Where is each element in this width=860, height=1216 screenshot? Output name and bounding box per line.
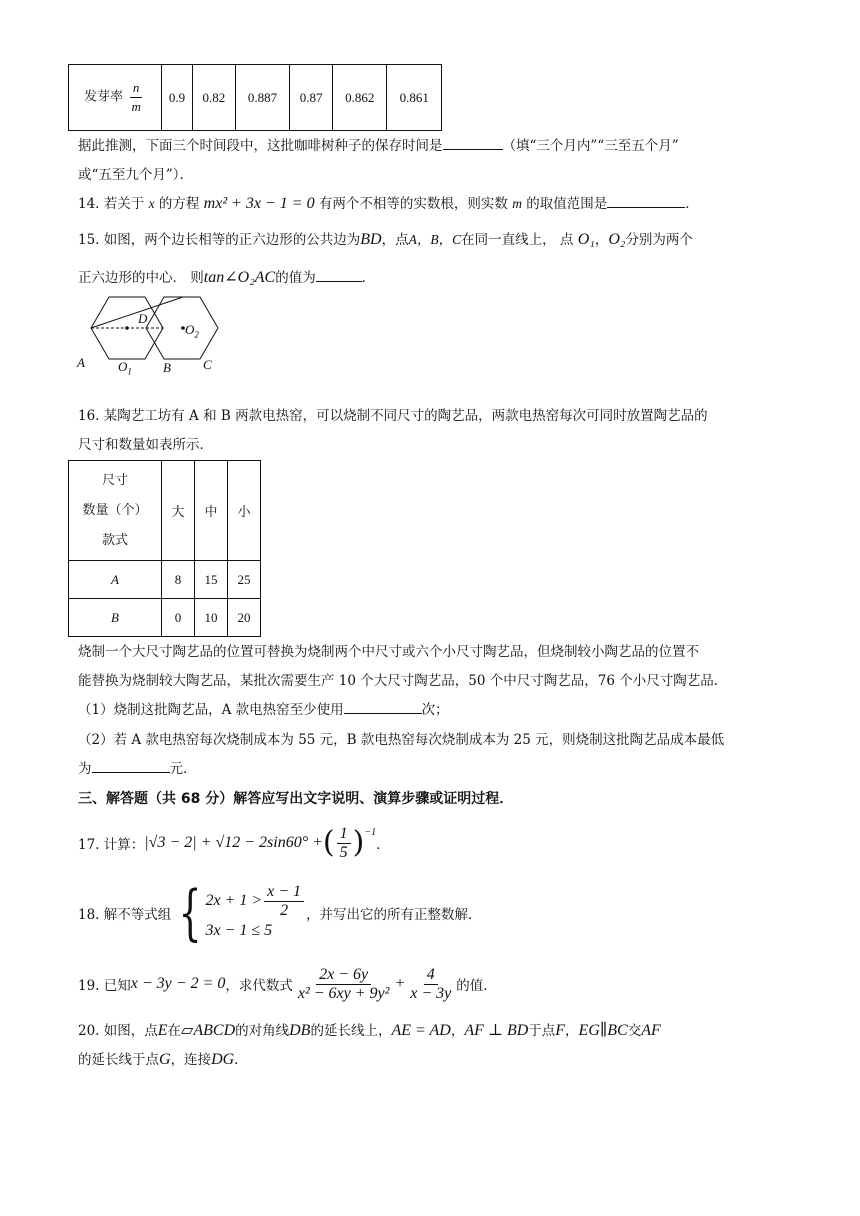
q15-line1: 15. 如图，两个边长相等的正六边形的公共边为BD，点A，B，C在同一直线上， 点 O₁，O₂分别为两个 [78, 231, 693, 248]
label-b: B [163, 360, 171, 375]
q18: 18. 解不等式组 { 2x + 1 > $\frac{x - 1}{2}$ 3x − 1 ≤ 5 ，并写出它的所有正整数解． [78, 878, 482, 948]
table-cell: 20 [228, 599, 261, 637]
q13-line1: 据此推测，下面三个时间段中，这批咖啡树种子的保存时间是 （填“三个月内”“三至五个月” [78, 138, 679, 154]
q16-line1: 16. 某陶艺工坊有 A 和 B 两款电热窑，可以烧制不同尺寸的陶艺品，两款电热窑每次可同时放置陶艺品的 [78, 408, 708, 424]
table-cell: 15 [195, 561, 228, 599]
germination-table [68, 64, 442, 131]
table-cell: 0.862 [333, 65, 387, 131]
q14-text: 14. 若关于 x 的方程 mx² + 3x − 1 = 0 有两个不相等的实数根，则实数 m 的取值范围是 ． [78, 195, 699, 212]
q13-line2: 或“五至九个月”）． [78, 167, 194, 183]
table-cell: 0.861 [387, 65, 442, 131]
q16-sub2-line2: 为 元． [78, 761, 197, 777]
section3-title: 三、解答题（共 68 分）解答应写出文字说明、演算步骤或证明过程． [78, 791, 514, 807]
q15-line2: 正六边形的中心． 则tan∠O₂AC的值为 ． [78, 269, 376, 286]
q16-sub1: （1）烧制这批陶艺品，A 款电热窑至少使用 次； [78, 702, 449, 718]
point-o1 [125, 326, 129, 330]
table-cell: 8 [162, 561, 195, 599]
column-header: 中 [195, 461, 228, 561]
table-cell: 0.82 [193, 65, 236, 131]
germination-rate-label: 发芽率 $\frac{n}{m}$ [69, 65, 162, 131]
q16-para1: 烧制一个大尺寸陶艺品的位置可替换为烧制两个中尺寸或六个小尺寸陶艺品，但烧制较小陶艺品的位置不 [78, 644, 699, 660]
table-cell: 25 [228, 561, 261, 599]
q16-sub2-line1: （2）若 A 款电热窑每次烧制成本为 55 元，B 款电热窑每次烧制成本为 25 元，则烧制这批陶艺品成本最低 [78, 732, 725, 748]
kiln-table [68, 460, 261, 637]
header-cell: 尺寸 数量（个） 款式 [69, 461, 162, 561]
column-header: 小 [228, 461, 261, 561]
label-a: A [77, 355, 85, 370]
q19: 19. 已知 x − 3y − 2 = 0 ，求代数式 $\frac{2x - 6y}{\text{x² − 6xy + 9y²}}$ + $\frac{4}{x - 3y}$ 的值． [78, 965, 497, 1002]
table-cell: 10 [195, 599, 228, 637]
label-o2: $O_2$ [185, 322, 199, 340]
table-cell: 0.887 [235, 65, 289, 131]
label-o1: $O_1$ [118, 359, 132, 377]
table-cell: 0 [162, 599, 195, 637]
table-cell: 0.87 [290, 65, 333, 131]
q20-line1: 20. 如图，点E在▱ABCD的对角线DB的延长线上，AE = AD，AF ⊥ BD于点F，EG∥BC交AF [78, 1022, 661, 1039]
label-c: C [203, 357, 212, 372]
label-d: D [138, 311, 148, 326]
column-header: 大 [162, 461, 195, 561]
q16-para2: 能替换为烧制较大陶艺品，某批次需要生产 10 个大尺寸陶艺品，50 个中尺寸陶艺品，76 个小尺寸陶艺品． [78, 673, 728, 689]
row-label: B [69, 599, 162, 637]
q17: 17. 计算： |√3 − 2| + √12 − 2sin60° + ( $\frac{1}{5}$ ) $^{-1}$ ． [78, 824, 390, 861]
table-cell: 0.9 [162, 65, 193, 131]
row-label: A [69, 561, 162, 599]
q20-line2: 的延长线于点G，连接DG． [78, 1051, 248, 1068]
q16-line2: 尺寸和数量如表所示． [78, 437, 213, 453]
